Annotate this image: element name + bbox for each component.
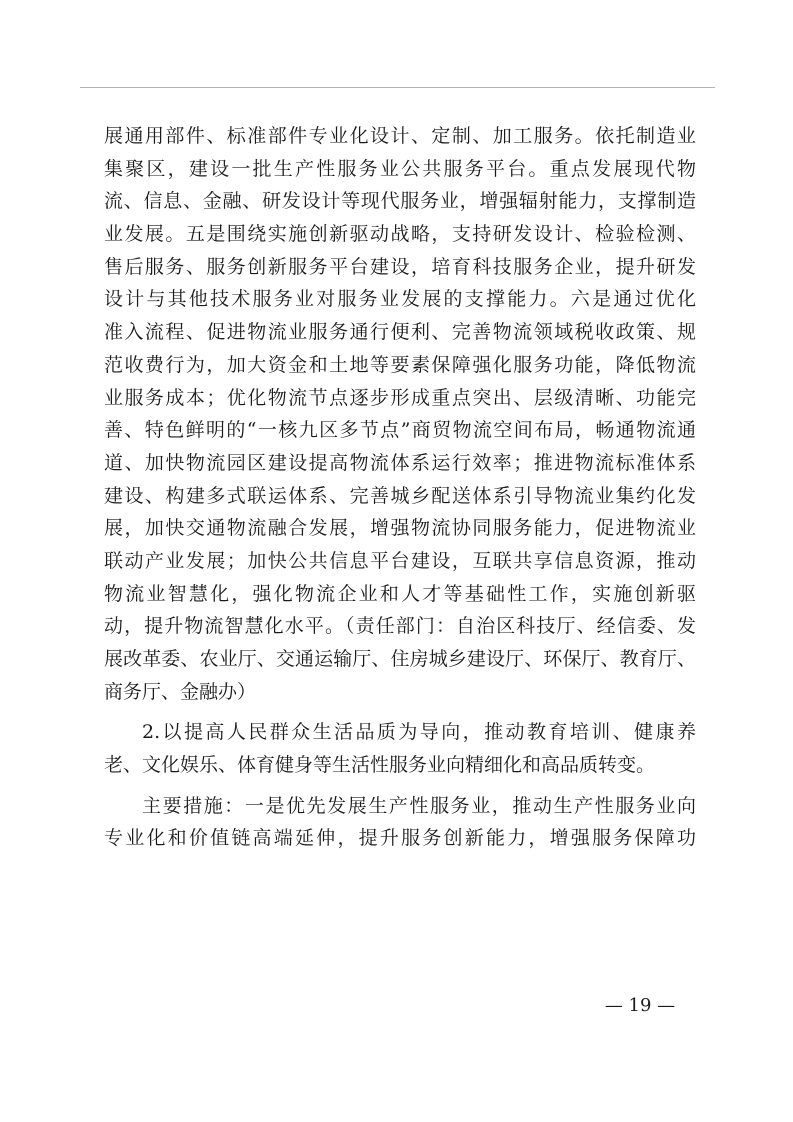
text-line: 老、文化娱乐、体育健身等生活性服务业向精细化和高品质转变。: [104, 754, 656, 777]
text-line: 物流业智慧化，强化物流企业和人才等基础性工作，实施创新驱: [104, 582, 696, 605]
text-line: 售后服务、服务创新服务平台建设，培育科技服务企业，提升研发: [104, 255, 696, 278]
body-text: [104, 120, 696, 855]
text-line: 流、信息、金融、研发设计等现代服务业，增强辐射能力，支撑制造: [104, 190, 696, 213]
text-line: 建设、构建多式联运体系、完善城乡配送体系引导物流业集约化发: [104, 484, 696, 507]
text-line: 集聚区，建设一批生产性服务业公共服务平台。重点发展现代物: [104, 157, 696, 180]
text-line: 主要措施：一是优先发展生产性服务业，推动生产性服务业向: [142, 794, 696, 817]
text-line: 展，加快交通物流融合发展，增强物流协同服务能力，促进物流业: [104, 517, 696, 540]
text-line: 商务厅、金融办）: [104, 680, 257, 703]
text-line: 业发展。五是围绕实施创新驱动战略，支持研发设计、检验检测、: [104, 223, 696, 246]
header-rule: [80, 87, 715, 88]
text-line: 道、加快物流园区建设提高物流体系运行效率；推进物流标准体系: [104, 451, 696, 474]
text-line: 业服务成本；优化物流节点逐步形成重点突出、层级清晰、功能完: [104, 386, 696, 409]
paragraph-gap: [104, 782, 696, 790]
text-line: 2.以提高人民群众生活品质为导向，推动教育培训、健康养: [142, 721, 696, 744]
text-line: 展改革委、农业厅、交通运输厅、住房城乡建设厅、环保厅、教育厅、: [104, 648, 696, 670]
text-line: 准入流程、促进物流业服务通行便利、完善物流领域税收政策、规: [104, 321, 696, 344]
page-number: — 19 —: [604, 995, 676, 1016]
paragraph-gap: [104, 708, 696, 716]
text-line: 善、特色鲜明的“一核九区多节点”商贸物流空间布局，畅通物流通: [104, 419, 696, 442]
text-line: 设计与其他技术服务业对服务业发展的支撑能力。六是通过优化: [104, 288, 696, 311]
text-line: 展通用部件、标准部件专业化设计、定制、加工服务。依托制造业: [104, 125, 696, 147]
text-line: 动，提升物流智慧化水平。（责任部门：自治区科技厅、经信委、发: [104, 615, 696, 638]
text-line: 联动产业发展；加快公共信息平台建设，互联共享信息资源，推动: [104, 549, 696, 572]
text-line: 专业化和价值链高端延伸，提升服务创新能力，增强服务保障功: [104, 827, 696, 850]
text-line: 范收费行为，加大资金和土地等要素保障强化服务功能，降低物流: [104, 353, 696, 376]
